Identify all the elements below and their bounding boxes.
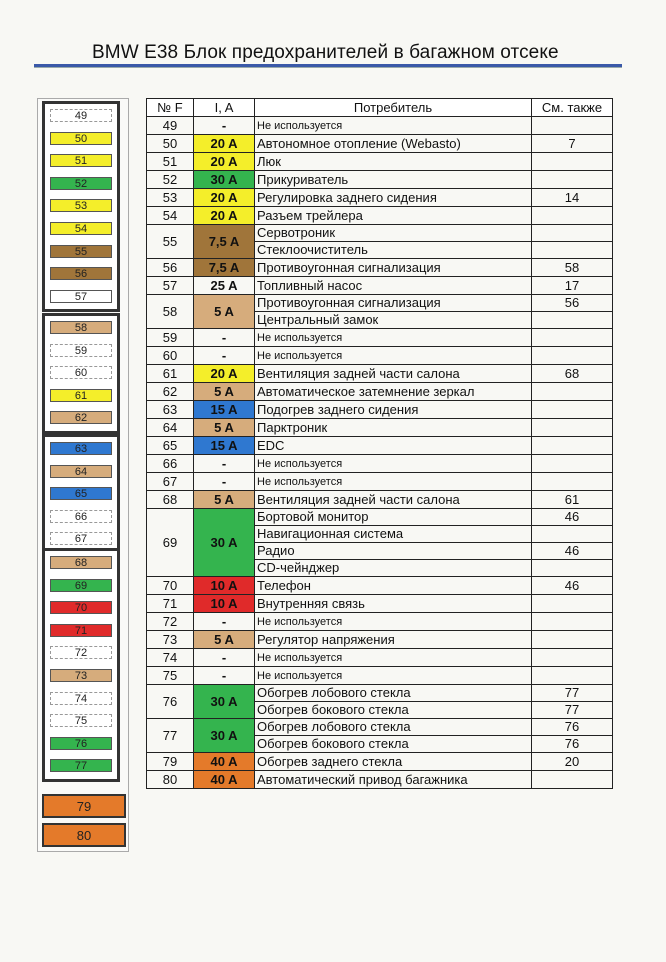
table-row [147, 401, 613, 419]
fuse-table-body [147, 117, 613, 789]
consumer-cell: Не используется [255, 613, 532, 631]
consumer-cell: Центральный замок [255, 312, 532, 329]
page-title: BMW E38 Блок предохранителей в багажном отсеке [92, 42, 559, 63]
consumer-cell: Обогрев лобового стекла [255, 685, 532, 702]
fuse-69: 69 [50, 579, 112, 592]
table-row [147, 225, 613, 242]
fuse-76: 76 [50, 737, 112, 750]
fuse-group [42, 434, 120, 555]
consumer-cell: Вентиляция задней части салона [255, 491, 532, 509]
fuse-number-cell: 63 [147, 401, 194, 419]
table-row [147, 277, 613, 295]
fuse-current-cell: 5 A [194, 419, 255, 437]
see-also-cell [532, 153, 613, 171]
fuse-55: 55 [50, 245, 112, 258]
fuse-71: 71 [50, 624, 112, 637]
fuse-number-cell: 57 [147, 277, 194, 295]
fuse-current-cell: 20 A [194, 135, 255, 153]
fuse-58: 58 [50, 321, 112, 334]
fuse-current-cell: 5 A [194, 295, 255, 329]
table-row [147, 207, 613, 225]
table-row [147, 189, 613, 207]
see-also-cell [532, 225, 613, 242]
table-header-row [147, 99, 613, 117]
see-also-cell [532, 329, 613, 347]
fuse-current-cell: 5 A [194, 491, 255, 509]
table-row [147, 595, 613, 613]
fuse-current-cell: 30 A [194, 719, 255, 753]
table-row [147, 117, 613, 135]
fuse-number-cell: 69 [147, 509, 194, 577]
table-row [147, 667, 613, 685]
fuse-number-cell: 50 [147, 135, 194, 153]
fuse-80: 80 [42, 823, 126, 847]
consumer-cell: Обогрев заднего стекла [255, 753, 532, 771]
fuse-number-cell: 77 [147, 719, 194, 753]
fuse-66: 66 [50, 510, 112, 523]
consumer-cell: CD-чейнджер [255, 560, 532, 577]
table-row [147, 437, 613, 455]
fuse-number-cell: 56 [147, 259, 194, 277]
consumer-cell: Стеклоочиститель [255, 242, 532, 259]
see-also-cell: 76 [532, 719, 613, 736]
header-current: I, A [194, 99, 255, 117]
table-row [147, 509, 613, 526]
see-also-cell [532, 171, 613, 189]
see-also-cell: 77 [532, 702, 613, 719]
see-also-cell: 14 [532, 189, 613, 207]
fuse-current-cell: - [194, 329, 255, 347]
fuse-current-cell: - [194, 473, 255, 491]
fuse-79: 79 [42, 794, 126, 818]
see-also-cell: 61 [532, 491, 613, 509]
see-also-cell [532, 242, 613, 259]
table-row [147, 295, 613, 312]
fuse-57: 57 [50, 290, 112, 303]
consumer-cell: Не используется [255, 649, 532, 667]
fuse-current-cell: - [194, 613, 255, 631]
consumer-cell: Навигационная система [255, 526, 532, 543]
fuse-53: 53 [50, 199, 112, 212]
consumer-cell: Топливный насос [255, 277, 532, 295]
table-row [147, 455, 613, 473]
fuse-number-cell: 55 [147, 225, 194, 259]
consumer-cell: Не используется [255, 117, 532, 135]
table-row [147, 771, 613, 789]
fuse-number-cell: 74 [147, 649, 194, 667]
fuse-number-cell: 61 [147, 365, 194, 383]
consumer-cell: Внутренняя связь [255, 595, 532, 613]
fuse-64: 64 [50, 465, 112, 478]
fuse-current-cell: 30 A [194, 509, 255, 577]
fuse-current-cell: 7,5 A [194, 225, 255, 259]
fuse-number-cell: 66 [147, 455, 194, 473]
table-row [147, 491, 613, 509]
fuse-current-cell: 25 A [194, 277, 255, 295]
fuse-number-cell: 49 [147, 117, 194, 135]
fuse-77: 77 [50, 759, 112, 772]
table-row [147, 259, 613, 277]
fuse-current-cell: 5 A [194, 383, 255, 401]
fuse-number-cell: 52 [147, 171, 194, 189]
fuse-group [42, 101, 120, 312]
see-also-cell: 46 [532, 577, 613, 595]
consumer-cell: Не используется [255, 329, 532, 347]
see-also-cell [532, 631, 613, 649]
fuse-table [146, 98, 613, 789]
consumer-cell: Не используется [255, 667, 532, 685]
consumer-cell: Автономное отопление (Webasto) [255, 135, 532, 153]
consumer-cell: Не используется [255, 347, 532, 365]
consumer-cell: Бортовой монитор [255, 509, 532, 526]
fuse-current-cell: 20 A [194, 365, 255, 383]
consumer-cell: Подогрев заднего сидения [255, 401, 532, 419]
see-also-cell: 68 [532, 365, 613, 383]
fuse-current-cell: 20 A [194, 153, 255, 171]
table-row [147, 649, 613, 667]
fuse-50: 50 [50, 132, 112, 145]
see-also-cell [532, 347, 613, 365]
see-also-cell: 46 [532, 509, 613, 526]
fuse-56: 56 [50, 267, 112, 280]
consumer-cell: Не используется [255, 473, 532, 491]
fuse-current-cell: 30 A [194, 685, 255, 719]
fuse-current-cell: 40 A [194, 753, 255, 771]
see-also-cell: 58 [532, 259, 613, 277]
header-consumer: Потребитель [255, 99, 532, 117]
fuse-current-cell: - [194, 649, 255, 667]
consumer-cell: Автоматическое затемнение зеркал [255, 383, 532, 401]
fuse-70: 70 [50, 601, 112, 614]
consumer-cell: Регулятор напряжения [255, 631, 532, 649]
see-also-cell [532, 419, 613, 437]
fuse-number-cell: 73 [147, 631, 194, 649]
fuse-54: 54 [50, 222, 112, 235]
fuse-number-cell: 51 [147, 153, 194, 171]
see-also-cell [532, 401, 613, 419]
fuse-61: 61 [50, 389, 112, 402]
fuse-current-cell: 30 A [194, 171, 255, 189]
see-also-cell [532, 117, 613, 135]
fuse-current-cell: 15 A [194, 401, 255, 419]
table-row [147, 419, 613, 437]
fuse-current-cell: 7,5 A [194, 259, 255, 277]
fuse-68: 68 [50, 556, 112, 569]
fuse-current-cell: 5 A [194, 631, 255, 649]
fuse-52: 52 [50, 177, 112, 190]
consumer-cell: Сервотроник [255, 225, 532, 242]
fuse-current-cell: - [194, 667, 255, 685]
table-row [147, 753, 613, 771]
fuse-73: 73 [50, 669, 112, 682]
see-also-cell [532, 595, 613, 613]
fuse-67: 67 [50, 532, 112, 545]
see-also-cell [532, 455, 613, 473]
fuse-59: 59 [50, 344, 112, 357]
consumer-cell: Телефон [255, 577, 532, 595]
fuse-number-cell: 72 [147, 613, 194, 631]
fuse-current-cell: 10 A [194, 595, 255, 613]
fuse-group [42, 548, 120, 782]
fuse-number-cell: 62 [147, 383, 194, 401]
fuse-62: 62 [50, 411, 112, 424]
see-also-cell [532, 649, 613, 667]
fuse-current-cell: 20 A [194, 189, 255, 207]
table-row [147, 719, 613, 736]
consumer-cell: Прикуриватель [255, 171, 532, 189]
title-underline [34, 64, 622, 68]
fuse-65: 65 [50, 487, 112, 500]
consumer-cell: Противоугонная сигнализация [255, 259, 532, 277]
fuse-number-cell: 64 [147, 419, 194, 437]
fuse-current-cell: 40 A [194, 771, 255, 789]
fuse-number-cell: 79 [147, 753, 194, 771]
fuse-current-cell: - [194, 455, 255, 473]
consumer-cell: Обогрев бокового стекла [255, 736, 532, 753]
consumer-cell: Регулировка заднего сидения [255, 189, 532, 207]
table-row [147, 329, 613, 347]
fuse-number-cell: 58 [147, 295, 194, 329]
fuse-74: 74 [50, 692, 112, 705]
consumer-cell: Обогрев бокового стекла [255, 702, 532, 719]
table-row [147, 171, 613, 189]
see-also-cell: 46 [532, 543, 613, 560]
fuse-number-cell: 67 [147, 473, 194, 491]
table-row [147, 365, 613, 383]
consumer-cell: Радио [255, 543, 532, 560]
table-row [147, 153, 613, 171]
see-also-cell: 20 [532, 753, 613, 771]
table-row [147, 577, 613, 595]
see-also-cell [532, 526, 613, 543]
fuse-number-cell: 54 [147, 207, 194, 225]
consumer-cell: Обогрев лобового стекла [255, 719, 532, 736]
see-also-cell [532, 383, 613, 401]
fuse-63: 63 [50, 442, 112, 455]
fuse-number-cell: 65 [147, 437, 194, 455]
fuse-number-cell: 59 [147, 329, 194, 347]
header-fuse: № F [147, 99, 194, 117]
fuse-72: 72 [50, 646, 112, 659]
see-also-cell: 76 [532, 736, 613, 753]
consumer-cell: Разъем трейлера [255, 207, 532, 225]
table-row [147, 135, 613, 153]
fuse-current-cell: 10 A [194, 577, 255, 595]
fuse-number-cell: 76 [147, 685, 194, 719]
table-row [147, 631, 613, 649]
see-also-cell: 56 [532, 295, 613, 312]
fuse-current-cell: 20 A [194, 207, 255, 225]
table-row [147, 685, 613, 702]
header-see-also: См. также [532, 99, 613, 117]
fuse-current-cell: - [194, 117, 255, 135]
fuse-number-cell: 68 [147, 491, 194, 509]
see-also-cell: 77 [532, 685, 613, 702]
see-also-cell [532, 560, 613, 577]
fuse-number-cell: 71 [147, 595, 194, 613]
see-also-cell [532, 312, 613, 329]
see-also-cell [532, 437, 613, 455]
fuse-60: 60 [50, 366, 112, 379]
table-row [147, 613, 613, 631]
fuse-current-cell: 15 A [194, 437, 255, 455]
fuse-group [42, 313, 120, 434]
table-row [147, 347, 613, 365]
see-also-cell [532, 613, 613, 631]
consumer-cell: Вентиляция задней части салона [255, 365, 532, 383]
fuse-number-cell: 70 [147, 577, 194, 595]
see-also-cell [532, 771, 613, 789]
see-also-cell: 17 [532, 277, 613, 295]
consumer-cell: Парктроник [255, 419, 532, 437]
see-also-cell [532, 667, 613, 685]
fuse-51: 51 [50, 154, 112, 167]
fuse-number-cell: 75 [147, 667, 194, 685]
consumer-cell: Люк [255, 153, 532, 171]
fuse-number-cell: 53 [147, 189, 194, 207]
consumer-cell: Противоугонная сигнализация [255, 295, 532, 312]
see-also-cell: 7 [532, 135, 613, 153]
fuse-49: 49 [50, 109, 112, 122]
consumer-cell: Не используется [255, 455, 532, 473]
fuse-75: 75 [50, 714, 112, 727]
fuse-number-cell: 60 [147, 347, 194, 365]
fuse-box-diagram [37, 98, 129, 852]
see-also-cell [532, 207, 613, 225]
consumer-cell: EDC [255, 437, 532, 455]
table-row [147, 473, 613, 491]
fuse-number-cell: 80 [147, 771, 194, 789]
fuse-current-cell: - [194, 347, 255, 365]
table-row [147, 383, 613, 401]
see-also-cell [532, 473, 613, 491]
consumer-cell: Автоматический привод багажника [255, 771, 532, 789]
